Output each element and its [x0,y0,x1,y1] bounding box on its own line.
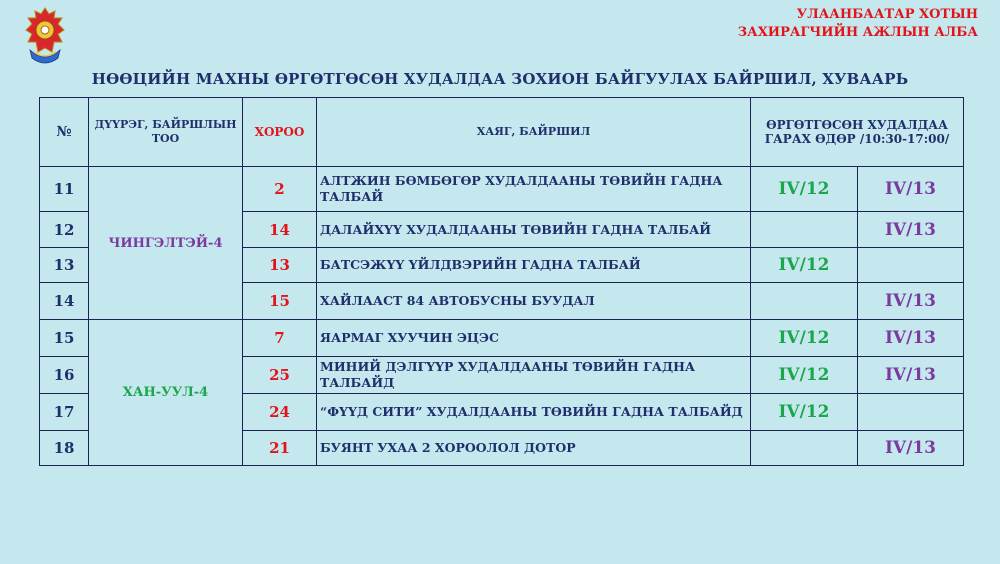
district-cell: ХАН-УУЛ-4 [89,320,243,466]
organization-name [678,6,978,42]
address-cell: ДАЛАЙХҮҮ ХУДАЛДААНЫ ТӨВИЙН ГАДНА ТАЛБАЙ [317,212,751,248]
khoroo-cell: 7 [243,320,317,357]
row-number: 14 [40,283,89,320]
date2-cell: IV/13 [858,431,964,466]
date1-cell: IV/12 [751,394,858,431]
date1-cell [751,212,858,248]
khoroo-cell: 13 [243,248,317,283]
khoroo-cell: 15 [243,283,317,320]
date2-cell: IV/13 [858,167,964,212]
table-header-row [40,98,964,167]
date1-cell: IV/12 [751,320,858,357]
schedule-table [39,97,964,466]
address-cell: ЯАРМАГ ХУУЧИН ЭЦЭС [317,320,751,357]
date1-cell: IV/12 [751,248,858,283]
address-cell: “ФҮҮД СИТИ” ХУДАЛДААНЫ ТӨВИЙН ГАДНА ТАЛБАЙД [317,394,751,431]
district-cell: ЧИНГЭЛТЭЙ-4 [89,167,243,320]
header-no: № [40,98,89,167]
row-number: 17 [40,394,89,431]
date2-cell [858,248,964,283]
date1-cell: IV/12 [751,167,858,212]
khoroo-cell: 2 [243,167,317,212]
row-number: 18 [40,431,89,466]
table-row [40,167,964,212]
row-number: 15 [40,320,89,357]
address-cell: ХАЙЛААСТ 84 АВТОБУСНЫ БУУДАЛ [317,283,751,320]
khoroo-cell: 24 [243,394,317,431]
khoroo-cell: 25 [243,357,317,394]
date1-cell [751,431,858,466]
date2-cell: IV/13 [858,212,964,248]
row-number: 13 [40,248,89,283]
date1-cell [751,283,858,320]
header-khoroo: ХОРОО [243,98,317,167]
khoroo-cell: 14 [243,212,317,248]
header-address: ХАЯГ, БАЙРШИЛ [317,98,751,167]
city-emblem-icon [22,6,68,68]
row-number: 12 [40,212,89,248]
date2-cell: IV/13 [858,283,964,320]
date2-cell: IV/13 [858,320,964,357]
date2-cell: IV/13 [858,357,964,394]
row-number: 16 [40,357,89,394]
row-number: 11 [40,167,89,212]
header-district: ДҮҮРЭГ, БАЙРШЛЫН ТОО [89,98,243,167]
address-cell: БАТСЭЖҮҮ ҮЙЛДВЭРИЙН ГАДНА ТАЛБАЙ [317,248,751,283]
khoroo-cell: 21 [243,431,317,466]
organization-name-line2: ЗАХИРАГЧИЙН АЖЛЫН АЛБА [737,25,978,40]
address-cell: МИНИЙ ДЭЛГҮҮР ХУДАЛДААНЫ ТӨВИЙН ГАДНА ТАЛБАЙД [317,357,751,394]
address-cell: АЛТЖИН БӨМБӨГӨР ХУДАЛДААНЫ ТӨВИЙН ГАДНА ТАЛБАЙ [317,167,751,212]
date2-cell [858,394,964,431]
date1-cell: IV/12 [751,357,858,394]
organization-name-line1: УЛААНБААТАР ХОТЫН [796,7,978,22]
header-dates: ӨРГӨТГӨСӨН ХУДАЛДАА ГАРАХ ӨДӨР /10:30-17:00/ [751,98,964,167]
table-row [40,320,964,357]
page-title: НӨӨЦИЙН МАХНЫ ӨРГӨТГӨСӨН ХУДАЛДАА ЗОХИОН БАЙГУУЛАХ БАЙРШИЛ, ХУВААРЬ [91,70,909,88]
address-cell: БУЯНТ УХАА 2 ХОРООЛОЛ ДОТОР [317,431,751,466]
